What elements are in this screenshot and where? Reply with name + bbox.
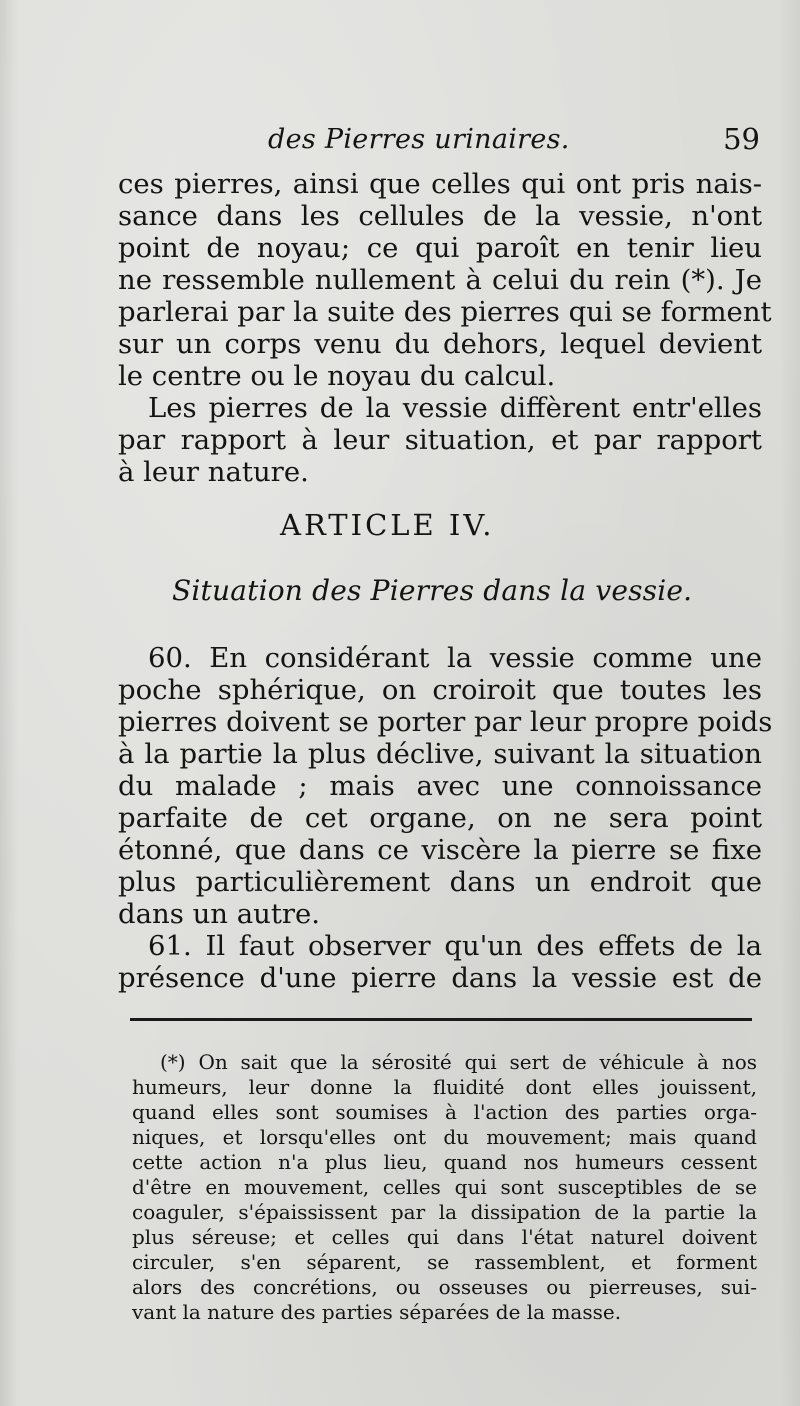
footnote-line: circuler, s'en séparent, se rassemblent, et forment (132, 1250, 757, 1274)
body-line: pierres doivent se porter par leur propre poids (118, 706, 773, 738)
footnote-line: vant la nature des parties séparées de la masse. (132, 1300, 622, 1324)
body-line: 60. En considérant la vessie comme une (148, 642, 762, 674)
footnote-line: alors des concrétions, ou osseuses ou pierreuses, sui- (132, 1275, 757, 1299)
body-line: parlerai par la suite des pierres qui se forment (118, 296, 772, 328)
footnote-line: coaguler, s'épaississent par la dissipation de la partie la (132, 1200, 757, 1224)
footnote-line: humeurs, leur donne la fluidité dont elles jouissent, (132, 1075, 757, 1099)
body-line: ne ressemble nullement à celui du rein (*). Je (118, 264, 762, 296)
body-line: sur un corps venu du dehors, lequel devient (118, 328, 762, 360)
footnote-line: (*) On sait que la sérosité qui sert de véhicule à nos (160, 1050, 757, 1074)
page-header (120, 118, 760, 162)
section-title: Situation des Pierres dans la vessie. (172, 574, 693, 607)
body-line: 61. Il faut observer qu'un des effets de la (148, 930, 762, 962)
body-line: par rapport à leur situation, et par rapport (118, 424, 762, 456)
body-line: sance dans les cellules de la vessie, n'ont (118, 200, 762, 232)
body-line: dans un autre. (118, 898, 321, 930)
body-line: le centre ou le noyau du calcul. (118, 360, 556, 392)
footnote-divider (130, 1018, 752, 1021)
footnote-line: plus séreuse; et celles qui dans l'état naturel doivent (132, 1225, 757, 1249)
body-line: du malade ; mais avec une connoissance (118, 770, 762, 802)
body-line: ces pierres, ainsi que celles qui ont pris nais- (118, 168, 762, 200)
running-title: des Pierres urinaires. (268, 124, 570, 155)
article-heading: ARTICLE IV. (280, 508, 495, 542)
body-line: à leur nature. (118, 456, 309, 488)
body-line: point de noyau; ce qui paroît en tenir lieu (118, 232, 762, 264)
footnote-line: d'être en mouvement, celles qui sont susceptibles de se (132, 1175, 757, 1199)
body-line: poche sphérique, on croiroit que toutes les (118, 674, 762, 706)
body-line: parfaite de cet organe, on ne sera point (118, 802, 762, 834)
footnote-line: niques, et lorsqu'elles ont du mouvement; mais quand (132, 1125, 757, 1149)
page-number: 59 (723, 122, 760, 156)
body-line: à la partie la plus déclive, suivant la situation (118, 738, 762, 770)
body-line: étonné, que dans ce viscère la pierre se fixe (118, 834, 762, 866)
footnote-line: quand elles sont soumises à l'action des parties orga- (132, 1100, 757, 1124)
body-line: Les pierres de la vessie diffèrent entr'elles (148, 392, 762, 424)
footnote-line: cette action n'a plus lieu, quand nos humeurs cessent (132, 1150, 757, 1174)
body-line: plus particulièrement dans un endroit que (118, 866, 762, 898)
body-line: présence d'une pierre dans la vessie est de (118, 962, 762, 994)
